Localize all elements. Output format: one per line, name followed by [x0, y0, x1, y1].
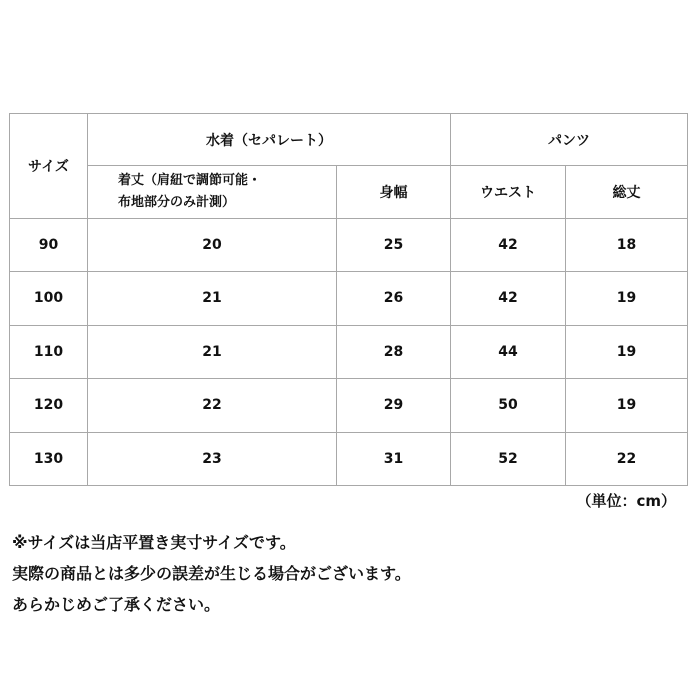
- size-cell: 120: [10, 379, 88, 432]
- body-width-cell: 28: [337, 325, 451, 378]
- total-length-cell: 22: [566, 432, 688, 485]
- body-width-cell: 29: [337, 379, 451, 432]
- length-header-line1: 着丈（肩紐で調節可能・: [118, 173, 262, 189]
- length-cell: 22: [88, 379, 337, 432]
- swimsuit-group-header: 水着（セパレート）: [88, 114, 451, 166]
- size-cell: 100: [10, 272, 88, 325]
- table-row: [10, 272, 688, 325]
- length-cell: 23: [88, 432, 337, 485]
- unit-note: （単位：cm）: [576, 492, 676, 510]
- size-column-header: サイズ: [10, 114, 88, 219]
- length-cell: 20: [88, 218, 337, 271]
- table-row: [10, 325, 688, 378]
- size-cell: 90: [10, 218, 88, 271]
- total-length-cell: 19: [566, 325, 688, 378]
- table-row: [10, 218, 688, 271]
- size-chart-table: [9, 113, 688, 486]
- total-length-cell: 19: [566, 272, 688, 325]
- waist-cell: 42: [451, 272, 566, 325]
- total-length-column-header: 総丈: [566, 166, 688, 218]
- waist-cell: 50: [451, 379, 566, 432]
- note-line: ※サイズは当店平置き実寸サイズです。: [12, 533, 296, 552]
- length-cell: 21: [88, 272, 337, 325]
- body-width-column-header: 身幅: [337, 166, 451, 218]
- waist-column-header: ウエスト: [451, 166, 566, 218]
- length-cell: 21: [88, 325, 337, 378]
- table-row: [10, 379, 688, 432]
- note-line: 実際の商品とは多少の誤差が生じる場合がございます。: [12, 564, 411, 583]
- waist-cell: 52: [451, 432, 566, 485]
- length-column-header: [88, 166, 337, 218]
- size-cell: 130: [10, 432, 88, 485]
- pants-group-header: パンツ: [451, 114, 688, 166]
- body-width-cell: 26: [337, 272, 451, 325]
- total-length-cell: 18: [566, 218, 688, 271]
- waist-cell: 44: [451, 325, 566, 378]
- body-width-cell: 31: [337, 432, 451, 485]
- total-length-cell: 19: [566, 379, 688, 432]
- table-row: [10, 432, 688, 485]
- length-header-line2: 布地部分のみ計測）: [118, 195, 236, 211]
- body-width-cell: 25: [337, 218, 451, 271]
- waist-cell: 42: [451, 218, 566, 271]
- notes-block: [12, 527, 411, 620]
- size-cell: 110: [10, 325, 88, 378]
- table-subheader-row: [10, 166, 688, 218]
- note-line: あらかじめご了承ください。: [12, 595, 221, 614]
- table-header-row: [10, 114, 688, 166]
